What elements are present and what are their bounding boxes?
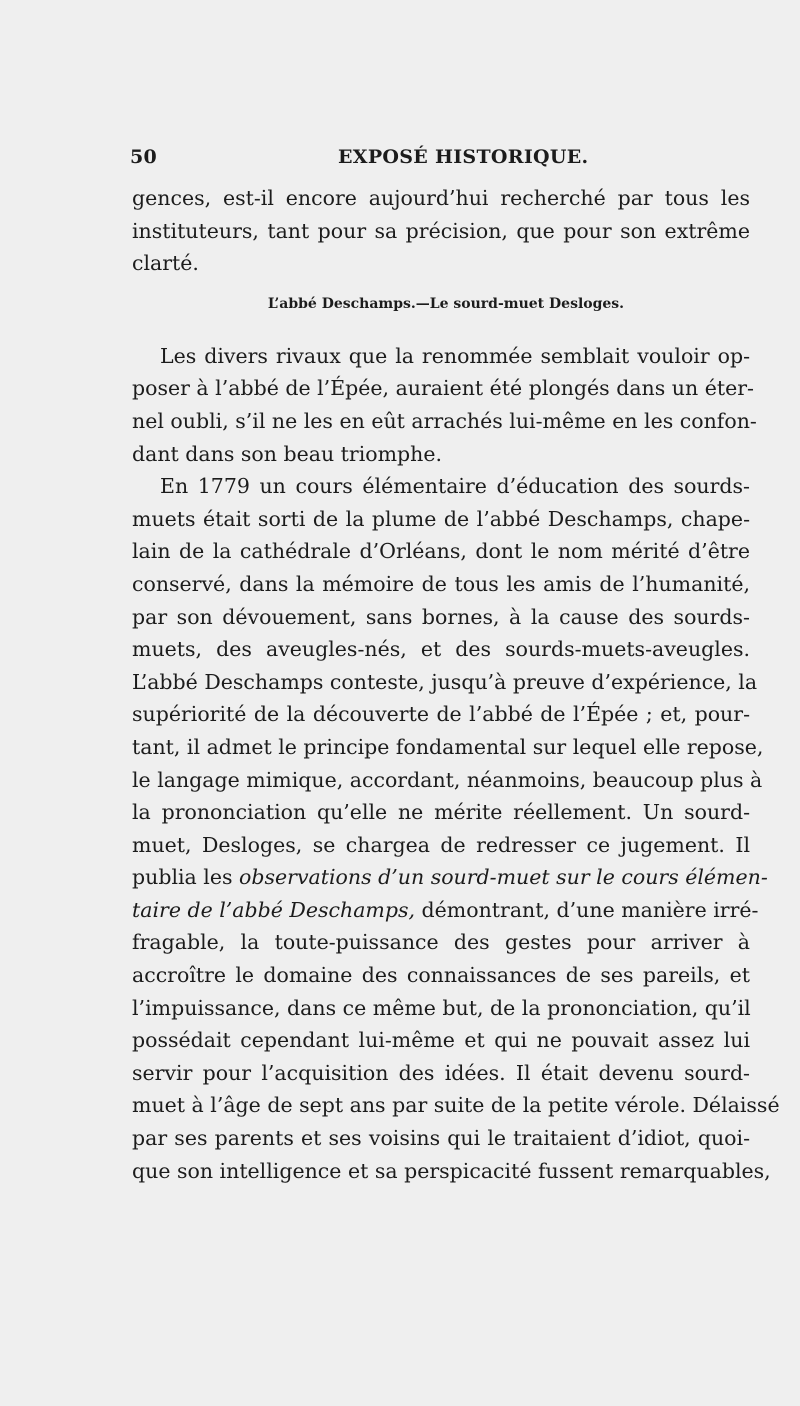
text-line: la prononciation qu’elle ne mérite réellement. Un sourd-: [132, 800, 750, 825]
text-line: servir pour l’acquisition des idées. Il était devenu sourd-: [132, 1060, 750, 1085]
page-number: 50: [130, 146, 158, 168]
text-line: supériorité de la découverte de l’abbé de l’Épée ; et, pour-: [132, 702, 750, 727]
text-line: par son dévouement, sans bornes, à la cause des sourds-: [132, 604, 750, 629]
text-line: lain de la cathédrale d’Orléans, dont le nom mérité d’être: [132, 539, 750, 564]
text-line: que son intelligence et sa perspicacité fussent remarquables,: [132, 1158, 771, 1183]
text-line: [132, 894, 759, 927]
text-line: gences, est-il encore aujourd’hui recherché par tous les: [132, 186, 750, 210]
text-line: L’abbé Deschamps conteste, jusqu’à preuve d’expérience, la: [132, 669, 758, 694]
book-title-italic: taire de l’abbé Deschamps,: [132, 897, 416, 922]
text-line: poser à l’abbé de l’Épée, auraient été plongés dans un éter-: [132, 376, 754, 401]
text-line: muets, des aveugles-nés, et des sourds-muets-aveugles.: [132, 637, 750, 662]
text-line: En 1779 un cours élémentaire d’éducation des sourds-: [160, 474, 750, 499]
text-segment: démontrant, d’une manière irré-: [415, 897, 759, 922]
text-line: l’impuissance, dans ce même but, de la prononciation, qu’il: [132, 995, 751, 1020]
text-line: muets était sorti de la plume de l’abbé Deschamps, chape-: [132, 506, 750, 531]
text-line: clarté.: [132, 251, 199, 276]
text-line: par ses parents et ses voisins qui le traitaient d’idiot, quoi-: [132, 1126, 750, 1151]
text-line: Les divers rivaux que la renommée semblait vouloir op-: [160, 343, 750, 368]
text-line: le langage mimique, accordant, néanmoins, beaucoup plus à: [132, 767, 763, 792]
running-head: EXPOSÉ HISTORIQUE.: [338, 146, 589, 168]
book-title-italic: observations d’un sourd-muet sur le cours élémen-: [239, 865, 768, 890]
text-line: conservé, dans la mémoire de tous les amis de l’humanité,: [132, 571, 750, 596]
text-line: muet, Desloges, se chargea de redresser ce jugement. Il: [132, 832, 750, 857]
text-line: accroître le domaine des connaissances de ses pareils, et: [132, 963, 750, 988]
text-segment: publia les: [132, 865, 240, 890]
text-line: tant, il admet le principe fondamental sur lequel elle repose,: [132, 734, 764, 759]
text-line: nel oubli, s’il ne les en eût arrachés lui-même en les confon-: [132, 408, 757, 433]
page-header: [130, 146, 630, 176]
text-line: dant dans son beau triomphe.: [132, 441, 443, 466]
text-line: possédait cependant lui-même et qui ne pouvait assez lui: [132, 1028, 750, 1053]
text-line: [132, 861, 768, 894]
body-text: [132, 182, 780, 1187]
section-heading: L’abbé Deschamps.—Le sourd-muet Desloges.: [267, 295, 625, 312]
text-line: muet à l’âge de sept ans par suite de la petite vérole. Délaissé: [132, 1093, 780, 1118]
text-line: fragable, la toute-puissance des gestes pour arriver à: [132, 930, 750, 955]
text-line: instituteurs, tant pour sa précision, que pour son extrême: [132, 218, 750, 243]
